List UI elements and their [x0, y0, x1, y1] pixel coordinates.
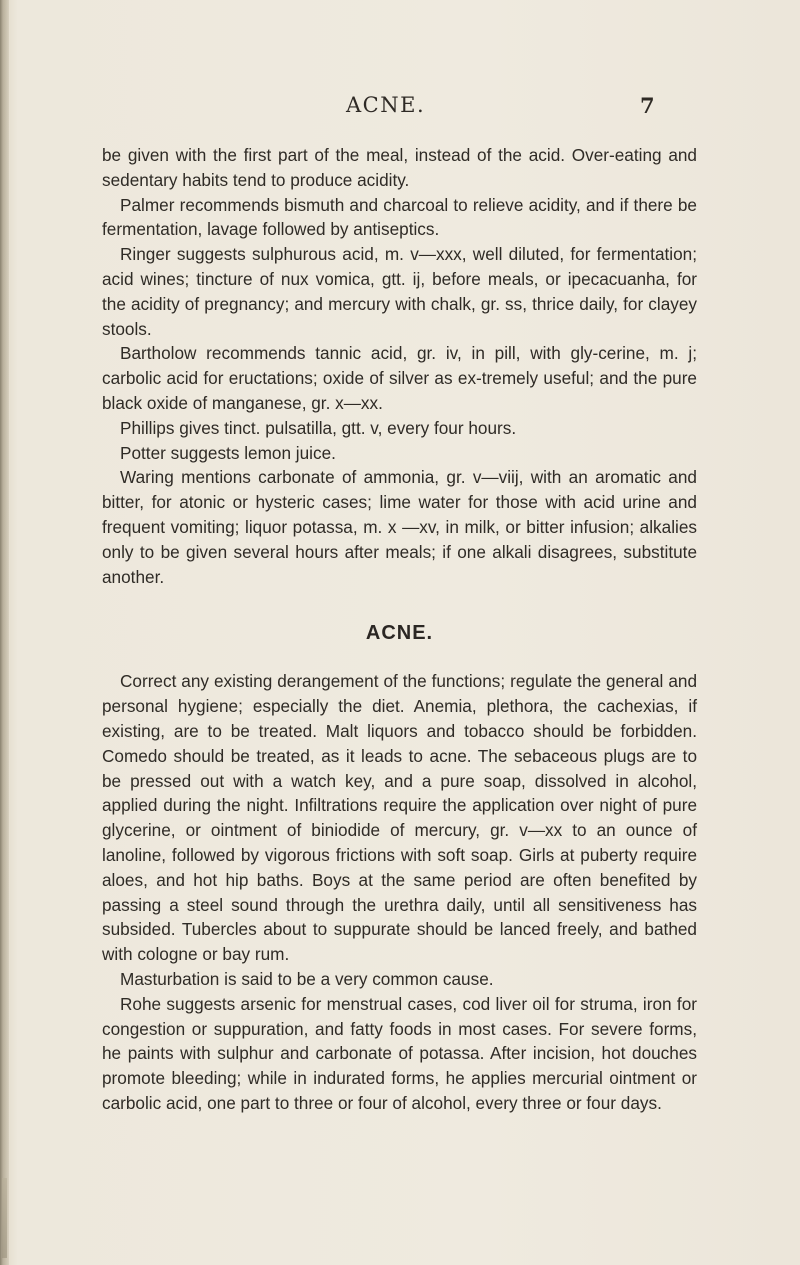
- page-number: 7: [640, 93, 655, 118]
- page-body: [102, 143, 697, 1116]
- page-binding-edge: [0, 0, 9, 1265]
- section-heading: ACNE.: [365, 622, 434, 645]
- paragraph: Rohe suggests arsenic for menstrual cases, cod liver oil for struma, iron for congestion or suppuration, and fatty foods in most cases. For severe forms, he paints with sulphur and carbonate of potassa. After incision, hot douches promote bleeding; while in indurated forms, he applies mercurial ointment or carbolic acid, one part to three or four of alcohol, every three or four days.: [102, 993, 697, 1113]
- paragraph: Bartholow recommends tannic acid, gr. iv, in pill, with gly-cerine, m. j; carbolic acid for eructations; oxide of silver as ex-tremely useful; and the pure black oxide of manganese, gr. x—xx.: [102, 343, 697, 413]
- paragraph: be given with the first part of the meal, instead of the acid. Over-eating and sedentary habits tend to produce acidity.: [102, 145, 697, 190]
- paragraph: Correct any existing derangement of the functions; regulate the general and personal hygiene; especially the diet. Anemia, plethora, the cachexias, if existing, are to be treated. Malt liquors and tobacco should be forbidden. Comedo should be treated, as it leads to acne. The sebaceous plugs are to be pressed out with a watch key, and a pure soap, dissolved in alcohol, applied during the night. Infiltrations require the application over night of pure glycerine, or ointment of biniodide of mercury, gr. v—xx to an ounce of lanoline, followed by vigorous frictions with soft soap. Girls at puberty require aloes, and hot hip baths. Boys at the same period are often benefited by passing a steel sound through the urethra daily, until all sensitiveness has subsided. Tubercles about to suppurate should be lanced freely, and bathed with cologne or bay rum.: [102, 671, 697, 965]
- paragraph: Phillips gives tinct. pulsatilla, gtt. v, every four hours.: [120, 417, 517, 438]
- running-head-title: ACNE.: [346, 93, 426, 117]
- running-head: [0, 93, 800, 123]
- binding-shadow: [2, 1178, 7, 1258]
- paragraph: Palmer recommends bismuth and charcoal to relieve acidity, and if there be fermentation, lavage followed by antiseptics.: [102, 194, 697, 240]
- paragraph: Waring mentions carbonate of ammonia, gr. v—viij, with an aromatic and bitter, for atonic or hysteric cases; lime water for those with acid urine and frequent vomiting; liquor potassa, m. x —xv, in milk, or bitter infusion; alkalies only to be given several hours after meals; if one alkali disagrees, substitute another.: [102, 467, 697, 587]
- paragraph: Masturbation is said to be a very common cause.: [120, 968, 494, 989]
- paragraph: Ringer suggests sulphurous acid, m. v—xxx, well diluted, for fermentation; acid wines; tincture of nux vomica, gtt. ij, before meals, or ipecacuanha, for the acidity of pregnancy; and mercury with chalk, gr. ss, thrice daily, for clayey stools.: [102, 244, 697, 339]
- paragraph: Potter suggests lemon juice.: [120, 442, 336, 463]
